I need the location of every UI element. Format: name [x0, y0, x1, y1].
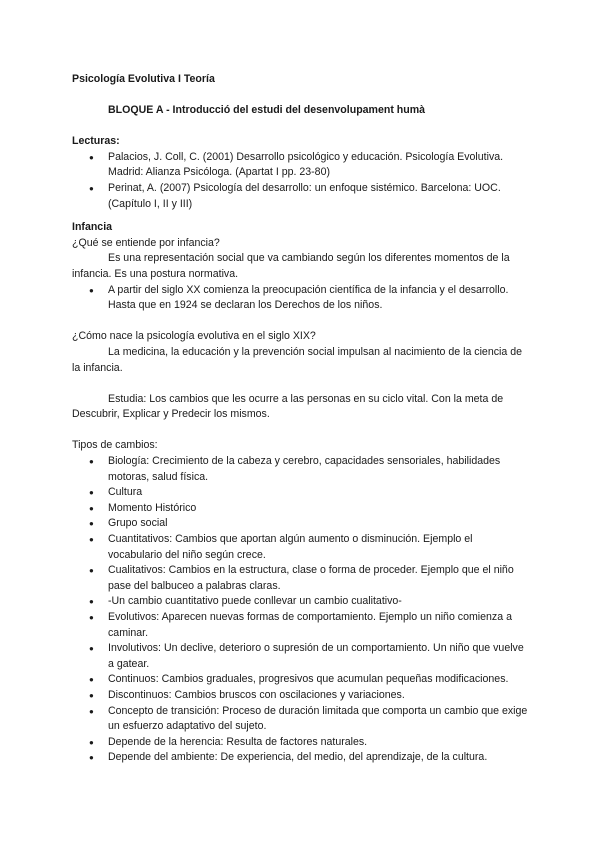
list-item: ● Palacios, J. Coll, C. (2001) Desarrollo psicológico y educación. Psicología Evolutiva. Madrid: Alianza Psicóloga. (Apartat I pp. 23-80) — [72, 150, 528, 181]
list-item: ● Depende de la herencia: Resulta de factores naturales. — [72, 735, 528, 751]
infancia-answer-2: La medicina, la educación y la prevención social impulsan al nacimiento de la ciencia de la infancia. — [72, 345, 522, 374]
document-title: Psicología Evolutiva I Teoría — [72, 73, 215, 85]
lecturas-list — [72, 150, 528, 212]
list-item: ● Momento Histórico — [72, 501, 528, 517]
list-item: ● Involutivos: Un declive, deterioro o supresión de un comportamiento. Un niño que vuelve a gatear. — [72, 641, 528, 672]
list-item: ● Cultura — [72, 485, 528, 501]
infancia-question-1: ¿Qué se entiende por infancia? — [72, 236, 220, 249]
list-item: ● Cuantitativos: Cambios que aportan algún aumento o disminución. Ejemplo el vocabulario del niño según crece. — [72, 532, 528, 563]
infancia-bullets — [72, 283, 528, 314]
list-item: ● Evolutivos: Aparecen nuevas formas de comportamiento. Ejemplo un niño comienza a caminar. — [72, 610, 528, 641]
list-item: ● A partir del siglo XX comienza la preocupación científica de la infancia y el desarrollo. Hasta que en 1924 se declaran los Derechos de los niños. — [72, 283, 528, 314]
list-item: ● Concepto de transición: Proceso de duración limitada que comporta un cambio que exige un esfuerzo adaptativo del sujeto. — [72, 704, 528, 735]
list-item: ● Depende del ambiente: De experiencia, del medio, del aprendizaje, de la cultura. — [72, 750, 528, 766]
infancia-answer-1: Es una representación social que va cambiando según los diferentes momentos de la infancia. Es una postura normativa. — [72, 252, 510, 280]
list-item: ● Discontinuos: Cambios bruscos con oscilaciones y variaciones. — [72, 688, 528, 704]
estudia-paragraph: Estudia: Los cambios que les ocurre a las personas en su ciclo vital. Con la meta de Descubrir, Explicar y Predecir los mismos. — [72, 392, 504, 421]
infancia-heading: Infancia — [72, 221, 113, 234]
list-item: ● Continuos: Cambios graduales, progresivos que acumulan pequeñas modificaciones. — [72, 672, 528, 688]
tipos-heading: Tipos de cambios: — [72, 439, 158, 452]
list-item: ● -Un cambio cuantitativo puede conllevar un cambio cualitativo- — [72, 594, 528, 610]
list-item: ● Grupo social — [72, 516, 528, 532]
list-item: ● Biología: Crecimiento de la cabeza y cerebro, capacidades sensoriales, habilidades motoras, salud física. — [72, 454, 528, 485]
tipos-list — [72, 454, 528, 766]
document-page — [72, 72, 528, 766]
list-item: ● Perinat, A. (2007) Psicología del desarrollo: un enfoque sistémico. Barcelona: UOC. (Capítulo I, II y III) — [72, 181, 528, 212]
infancia-question-2: ¿Cómo nace la psicología evolutiva en el siglo XIX? — [72, 330, 316, 343]
lecturas-heading: Lecturas: — [72, 135, 120, 148]
list-item: ● Cualitativos: Cambios en la estructura, clase o forma de proceder. Ejemplo que el niño pase del balbuceo a palabras claras. — [72, 563, 528, 594]
block-title: BLOQUE A - Introducció del estudi del desenvolupament humà — [108, 103, 426, 116]
